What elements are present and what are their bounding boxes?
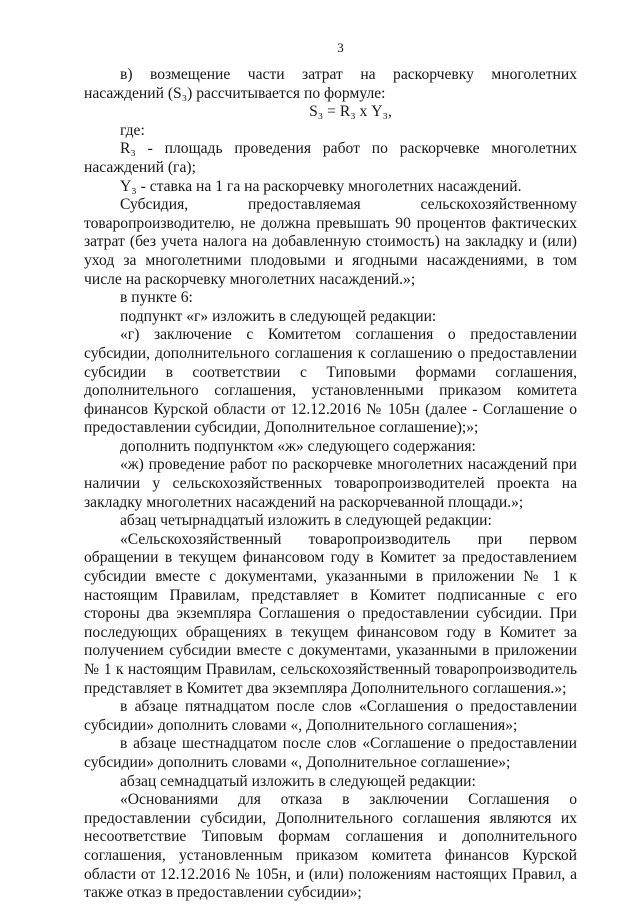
paragraph: дополнить подпунктом «ж» следующего содержания: xyxy=(120,437,476,455)
paragraph: «Основаниями для отказа в заключении Соглашения о предоставлении субсидии, Дополнительного соглашения являются их несоответствие Типовым формам соглашения и дополнительного соглашения, установленным приказом комитета финансов Курской области от 12.12.2016 № 105н, и (или) положениям настоящих Правил, а также отказ в предоставлении субсидии»; xyxy=(84,791,577,902)
paragraph: абзац четырнадцатый изложить в следующей редакции: xyxy=(120,512,492,530)
paragraph: «Сельскохозяйственный товаропроизводитель при первом обращении в текущем финансовом году в Комитет за предоставлением субсидии вместе с документами, указанными в приложении № 1 к настоящим Правилам, представляет в Комитет подписанные с его стороны два экземпляра Соглашения о предоставлении субсидии. При последующих обращениях в текущем финансовом году в Комитет за получением субсидии вместе с документами, указанными в приложении № 1 к настоящим Правилам, сельскохозяйственный товаропроизводитель представляет в Комитет два экземпляра Дополнительного соглашения.»; xyxy=(84,530,577,697)
paragraph: в) возмещение части затрат на раскорчевку многолетних насаждений (S₃) рассчитывается по формуле: xyxy=(84,66,577,102)
paragraph: в абзаце шестнадцатом после слов «Соглашение о предоставлении субсидии» дополнить словами «, Дополнительное соглашение»; xyxy=(84,735,577,771)
formula: S₃ = R₃ х Y₃, xyxy=(309,103,392,121)
page-number: 3 xyxy=(337,40,344,55)
paragraph: в абзаце пятнадцатом после слов «Соглашения о предоставлении субсидии» дополнить словами «, Дополнительного соглашения»; xyxy=(84,698,577,734)
paragraph: подпункт «г» изложить в следующей редакции: xyxy=(120,307,437,325)
paragraph: «г) заключение с Комитетом соглашения о предоставлении субсидии, дополнительного соглашения к соглашению о предоставлении субсидии в соответствии с Типовыми формами соглашения, дополнительного соглашения, установленными приказом комитета финансов Курской области от 12.12.2016 № 105н (далее - Соглашение о предоставлении субсидии, Дополнительное соглашение);»; xyxy=(84,326,577,437)
paragraph: «ж) проведение работ по раскорчевке многолетних насаждений при наличии у сельскохозяйственных товаропроизводителей проекта на закладку многолетних насаждений на раскорчеванной площади.»; xyxy=(84,456,577,511)
paragraph: R₃ - площадь проведения работ по раскорчевке многолетних насаждений (га); xyxy=(84,140,577,176)
document-body xyxy=(84,66,577,903)
paragraph: Субсидия, предоставляемая сельскохозяйственному товаропроизводителю, не должна превышать 90 процентов фактических затрат (без учета налога на добавленную стоимость) на закладку и (или) уход за многолетними плодовыми и ягодными насаждениями, в том числе на раскорчевку многолетних насаждений.»; xyxy=(84,196,577,288)
paragraph: Y₃ - ставка на 1 га на раскорчевку многолетних насаждений. xyxy=(120,177,522,195)
paragraph: в пункте 6: xyxy=(120,289,193,307)
paragraph: абзац семнадцатый изложить в следующей редакции: xyxy=(120,772,476,790)
paragraph: где: xyxy=(120,121,145,139)
